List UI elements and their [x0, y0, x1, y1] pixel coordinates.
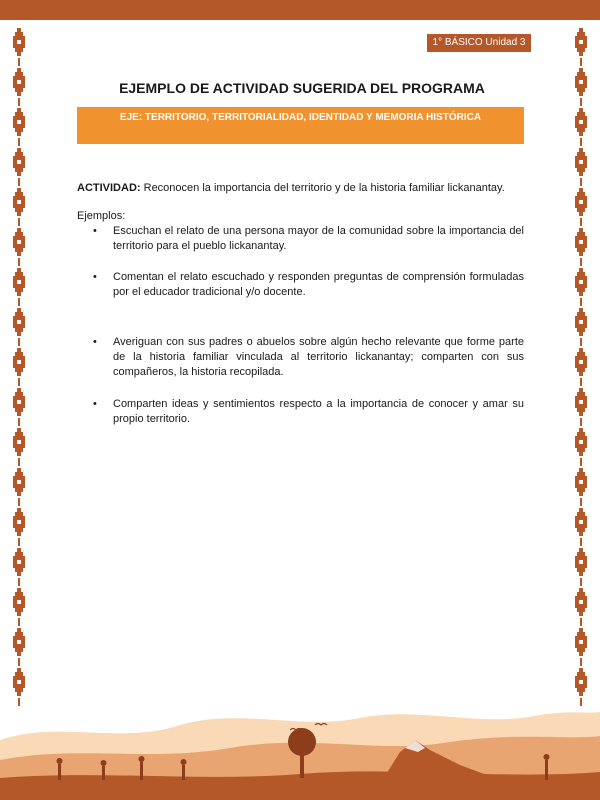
andean-landscape-illustration: [0, 690, 600, 800]
bullet-icon: •: [93, 398, 97, 410]
border-motif: [574, 428, 588, 468]
eje-banner: EJE: TERRITORIO, TERRITORIALIDAD, IDENTIDAD Y MEMORIA HISTÓRICA: [77, 107, 524, 144]
list-item: [93, 224, 524, 254]
list-item-text: Comparten ideas y sentimientos respecto a la importancia de conocer y amar su propio territorio.: [113, 398, 524, 425]
border-motif: [12, 508, 26, 548]
border-motif: [574, 548, 588, 588]
border-motif: [574, 188, 588, 228]
border-motif: [574, 108, 588, 148]
grade-unit-badge: 1° BÁSICO Unidad 3: [427, 34, 531, 52]
list-item: [93, 335, 524, 380]
border-motif: [574, 28, 588, 68]
list-item-text: Comentan el relato escuchado y responden preguntas de comprensión formuladas por el educador tradicional y/o docente.: [113, 271, 524, 298]
border-motif: [12, 308, 26, 348]
left-pattern-border: [12, 28, 26, 708]
bullet-icon: •: [93, 336, 97, 348]
border-motif: [12, 588, 26, 628]
border-motif: [12, 548, 26, 588]
border-motif: [574, 388, 588, 428]
border-motif: [12, 428, 26, 468]
bullet-icon: •: [93, 271, 97, 283]
border-motif: [574, 308, 588, 348]
border-motif: [12, 68, 26, 108]
list-item-text: Averiguan con sus padres o abuelos sobre algún hecho relevante que forme parte de la historia familiar vinculada al territorio lickanantay; comparten con sus compañeros, la historia recopilada.: [113, 336, 524, 378]
activity-label: ACTIVIDAD:: [77, 182, 141, 194]
border-motif: [12, 348, 26, 388]
activity-text: Reconocen la importancia del territorio y de la historia familiar lickanantay.: [140, 182, 505, 194]
border-motif: [574, 468, 588, 508]
border-motif: [12, 228, 26, 268]
border-motif: [574, 628, 588, 668]
list-item-text: Escuchan el relato de una persona mayor de la comunidad sobre la importancia del territorio para el pueblo lickanantay.: [113, 225, 524, 252]
border-motif: [12, 268, 26, 308]
page-title: EJEMPLO DE ACTIVIDAD SUGERIDA DEL PROGRAMA: [119, 80, 485, 96]
border-motif: [574, 508, 588, 548]
border-motif: [12, 628, 26, 668]
border-motif: [574, 268, 588, 308]
bullet-icon: •: [93, 225, 97, 237]
activity-line: [77, 181, 527, 195]
list-item: [93, 270, 524, 300]
border-motif: [574, 68, 588, 108]
list-item: [93, 397, 524, 427]
border-motif: [574, 348, 588, 388]
border-motif: [12, 148, 26, 188]
examples-label: Ejemplos:: [77, 210, 126, 222]
border-motif: [12, 108, 26, 148]
border-motif: [12, 28, 26, 68]
border-motif: [12, 388, 26, 428]
top-decorative-band: [0, 0, 600, 20]
border-motif: [574, 228, 588, 268]
border-motif: [574, 148, 588, 188]
border-motif: [12, 188, 26, 228]
border-motif: [12, 468, 26, 508]
right-pattern-border: [574, 28, 588, 708]
border-motif: [574, 588, 588, 628]
